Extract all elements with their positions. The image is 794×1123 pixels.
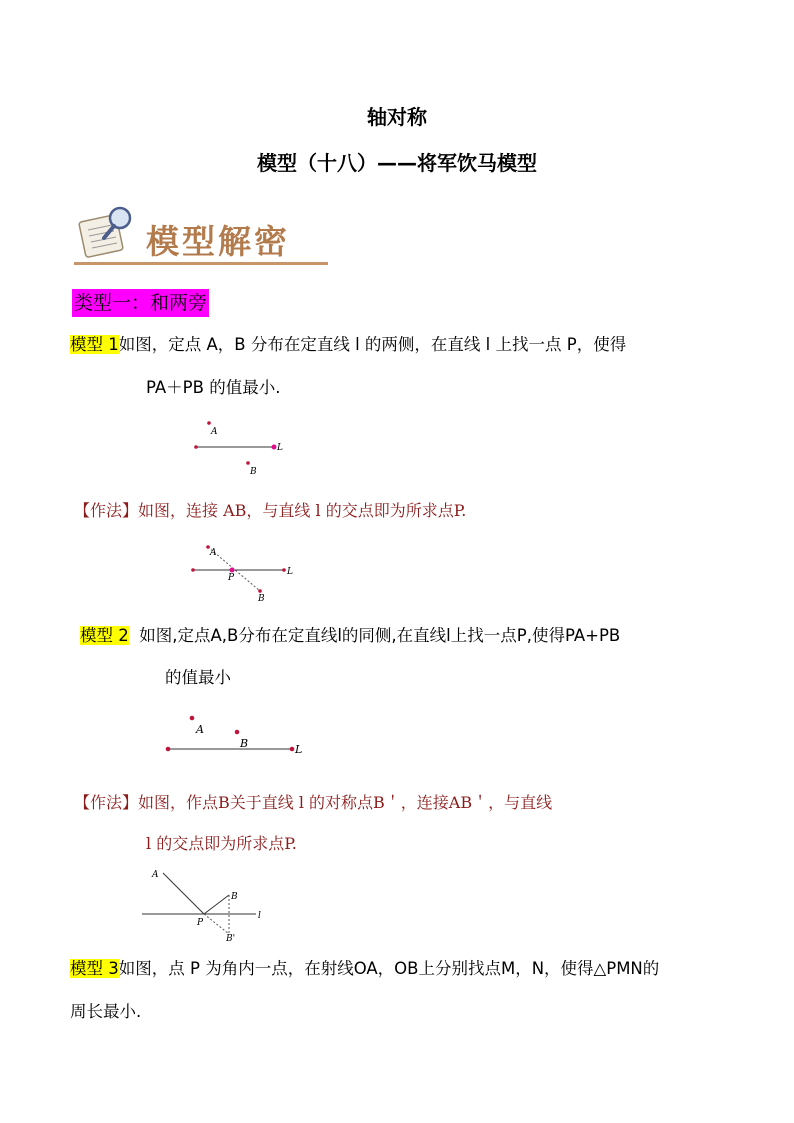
fig2-label-b: B (258, 594, 265, 604)
model1-text: 如图，定点 A，B 分布在定直线 l 的两侧，在直线 l 上找一点 P，使得 (118, 335, 627, 354)
fig4-label-l: l (258, 911, 261, 921)
fig4-label-a: A (152, 870, 159, 880)
fig3-label-a: A (196, 723, 204, 736)
page-subtitle: 模型（十八）——将军饮马模型 (257, 151, 537, 175)
fig2-label-l: L (287, 567, 293, 577)
fig2-label-a: A (210, 548, 217, 558)
model3-line1 (70, 957, 659, 981)
model1-method-figure (190, 541, 300, 605)
model3-line2: 周长最小. (70, 1002, 142, 1021)
banner-title: 模型解密 (146, 222, 290, 261)
model2-method-line2: l 的交点即为所求点P. (146, 834, 297, 853)
model2-method-figure (140, 865, 275, 945)
model2-text: 如图,定点A,B分布在定直线l的同侧,在直线l上找一点P,使得PA+PB (139, 626, 621, 645)
fig4-label-bprime: B' (226, 934, 236, 944)
fig3-label-b: B (240, 737, 249, 750)
model1-method: 【作法】如图，连接 AB，与直线 l 的交点即为所求点P. (74, 501, 467, 520)
model2-line2: 的值最小 (165, 668, 231, 687)
fig1-label-b: B (250, 467, 257, 477)
fig1-label-l: L (277, 443, 283, 453)
fig3-label-l: L (295, 743, 303, 756)
model1-badge: 模型 1 (70, 335, 119, 354)
model3-text: 如图，点 P 为角内一点，在射线OA，OB上分别找点M，N，使得△PMN的 (118, 959, 660, 978)
model1-figure (190, 415, 290, 477)
notepad-magnifier-icon (76, 204, 138, 260)
fig2-label-p: P (228, 573, 235, 583)
model2-method-line1: 【作法】如图，作点B关于直线 l 的对称点B＇，连接AB＇，与直线 (74, 793, 553, 812)
model2-figure (162, 710, 312, 760)
type-label: 类型一：和两旁 (72, 289, 209, 317)
fig4-label-p: P (197, 918, 204, 928)
model1-line2: PA＋PB 的值最小. (146, 378, 281, 397)
fig1-label-a: A (211, 427, 218, 437)
model3-badge: 模型 3 (70, 959, 119, 978)
fig4-label-b: B (231, 892, 238, 902)
model1-line1 (70, 333, 626, 357)
model2-line1 (80, 624, 620, 648)
page-title: 轴对称 (367, 105, 427, 129)
banner-underline (74, 262, 328, 265)
model2-badge: 模型 2 (80, 626, 129, 645)
